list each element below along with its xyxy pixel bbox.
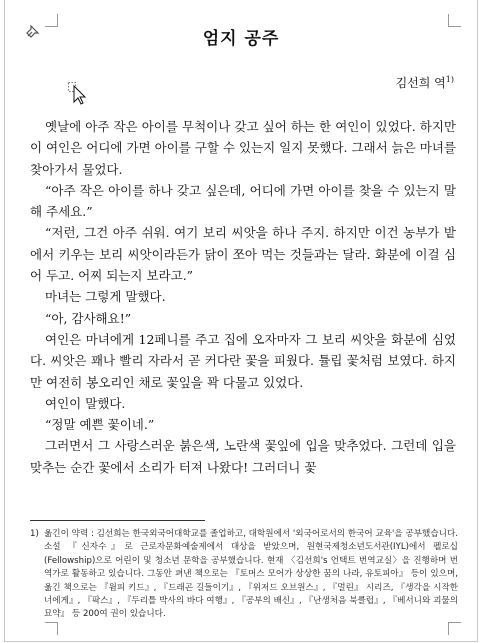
paragraph: 그러면서 그 사랑스러운 붉은색, 노란색 꽃잎에 입을 맞추었다. 그런데 입을 맞추는 순간 꽃에서 소리가 터져 나왔다! 그러더니 꽃 — [30, 438, 456, 475]
page-corner-mark — [45, 622, 58, 635]
paragraph: “아, 감사해요!” — [45, 310, 132, 326]
document-title: 엄지 공주 — [202, 29, 280, 49]
story-body — [30, 116, 456, 478]
footnote-ref[interactable]: 1) — [445, 75, 454, 84]
paragraph: 여인은 마녀에게 12페니를 주고 집에 오자마자 그 보리 씨앗을 화분에 심었다. 씨앗은 꽤나 빨리 자라서 곧 커다란 꽃을 피웠다. 튤립 꽃처럼 보였다. 하지만 여전히 봉오리인 채로 꽃잎을 꽉 다물고 있었다. — [30, 331, 456, 390]
paragraph: 옛날에 아주 작은 아이를 무척이나 갖고 싶어 하는 한 여인이 있었다. 하지만 이 여인은 어디에 가면 아이를 구할 수 있는지 일지 못했다. 그래서 늙은 마녀를 찾아가서 물었다. — [30, 119, 456, 177]
footnote-text: 옮긴이 약력 : 김선희는 한국외국어대학교를 졸업하고, 대학원에서 '외국어로서의 한국어 교육'을 공부했습니다. 소설 『신자수』로 근로자문화예술제에서 대상을 받았으며, 원현국제청소년도서관(IYL)에서 펠로십(Fellowship)으로 어린이 및 청소년 문학을 공부했습니다. 현재 〈김선희's 언택트 번역교실〉을 진행하며 번역가로 활동하고 있습니다. 그동안 펴낸 책으로는 『토머스 모어가 상상한 꿈의 나라, 유토피아』 등이 있으며, 옮긴 책으로는 『윔피 키드』, 『드래곤 길들이기』, 『위저드 오브원스』, 『멀린』 시리즈, 『생각을 시작한 너에게』, 『팍스』, 『두리틀 박사의 바다 여행』, 『공부의 배신』, 『난생처음 북클럽』, 『베서니와 괴물의 묘약』 등 200여 권이 있습니다. — [44, 529, 458, 620]
footnote-number: 1) — [30, 529, 39, 539]
footnote-divider — [30, 520, 205, 521]
footnote — [30, 528, 458, 622]
paragraph: “저런, 그건 아주 쉬워. 여기 보리 씨앗을 하나 주지. 하지만 이건 농부가 밭에서 키우는 보리 씨앗이라든가 닭이 쪼아 먹는 것들과는 달라. 화분에 이걸 심어 두고. 어찌 되는지 보라고.” — [30, 225, 456, 284]
mouse-cursor-icon — [68, 82, 88, 106]
paragraph: 여인이 말했다. — [45, 395, 126, 411]
paragraph: “정말 예쁜 꽃이네.” — [45, 417, 155, 433]
paragraph: 마녀는 그렇게 말했다. — [45, 289, 166, 305]
translator-credit — [396, 74, 454, 91]
translator-name: 김선희 역 — [395, 76, 446, 90]
page-corner-mark — [448, 622, 461, 635]
paragraph: “아주 작은 아이를 하나 갖고 싶은데, 어디에 가면 아이를 찾을 수 있는지 말해 주세요.” — [30, 182, 456, 220]
